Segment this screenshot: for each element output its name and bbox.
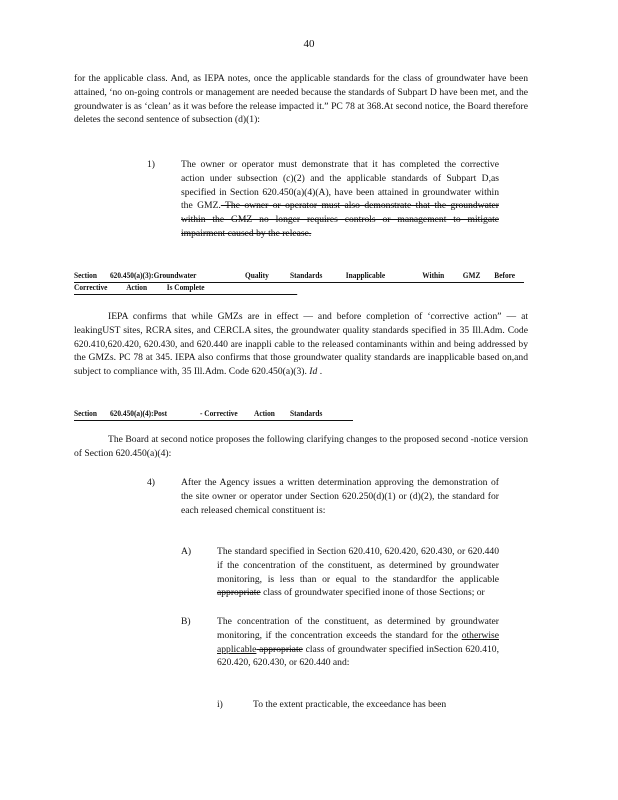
item-a-struck-text: appropriate — [217, 587, 261, 599]
paragraph-intro: for the applicable class. And, as IEPA notes, once the applicable standards for the class of groundwater have been attained, ‘no on-going controls or management are needed because the standards of Subpart D have been met, and the groundwater is as ‘clean’ as it was before the release impacted it.” PC 78 at 368.At second notice, the Board therefore deletes the second sentence of subsection (d)(1): — [74, 73, 528, 126]
item-1-struck-text: The owner or operator must also demonstrate that the groundwater within the GMZ no longer requires controls or management to mitigate impairment caused by the release. — [181, 200, 499, 239]
item-b-underlined-text: otherwise applicable — [217, 629, 499, 655]
item-i-text: To the extent practicable, the exceedance has been — [253, 699, 447, 710]
item-4-number: 4) — [147, 477, 155, 488]
item-i-number: i) — [217, 699, 223, 710]
item-b-number: B) — [181, 616, 191, 627]
item-1-text — [181, 158, 499, 241]
page-number: 40 — [303, 38, 315, 50]
item-b-text: The concentration of the constituent, as determined by groundwater monitoring, if the concentration exceeds the standard for the otherwise applicable appropriate class of groundwater specified inSection 620.410, 620.420, 620.430, or 620.440 and: — [217, 616, 499, 669]
section-heading-a4: Section 620.450(a)(4):Post - Corrective Action Standards — [74, 408, 353, 421]
item-b-struck-text: appropriate — [256, 643, 303, 655]
item-1-kept-text: The owner or operator must demonstrate that it has completed the corrective action under subsection (c)(2) and the applicable standards of Subpart D,as specified in Section 620.450(a)(4)(A), have been attained in groundwater within the GMZ. — [181, 159, 499, 212]
section-heading-a3-line2: Corrective Action Is Complete — [74, 282, 297, 295]
section-heading-a3-line1: Section 620.450(a)(3):Groundwater Quality Standards Inapplicable Within GMZ Before — [74, 270, 524, 283]
item-4-text: After the Agency issues a written determination approving the demonstration of the site owner or operator under Section 620.250(d)(1) or (d)(2), the standard for each released chemical constituent is: — [181, 477, 499, 516]
item-a-text: The standard specified in Section 620.410, 620.420, 620.430, or 620.440 if the concentration of the constituent, as determined by groundwater monitoring, is less than or equal to the standardfor the applicable appropriate class of groundwater specified inone of those Sections; or — [217, 546, 499, 599]
paragraph-board-proposes: The Board at second notice proposes the following clarifying changes to the proposed second -notice version of Section 620.450(a)(4): — [74, 434, 528, 459]
item-1-number: 1) — [147, 159, 155, 170]
item-a-number: A) — [181, 546, 192, 557]
paragraph-iepa-confirms: IEPA confirms that while GMZs are in effect — and before completion of ‘corrective action” — at leakingUST sites, RCRA sites, and CERCLA sites, the groundwater quality standards specified in 35 Ill.Adm. Code 620.410,620.420, 620.430, and 620.440 are inappli cable to the released contaminants within and being addressed by the GMZs. PC 78 at 345. IEPA also confirms that those groundwater quality standards are inapplicable based on,and subject to compliance with, 35 Ill.Adm. Code 620.450(a)(3). Id . — [74, 311, 528, 378]
